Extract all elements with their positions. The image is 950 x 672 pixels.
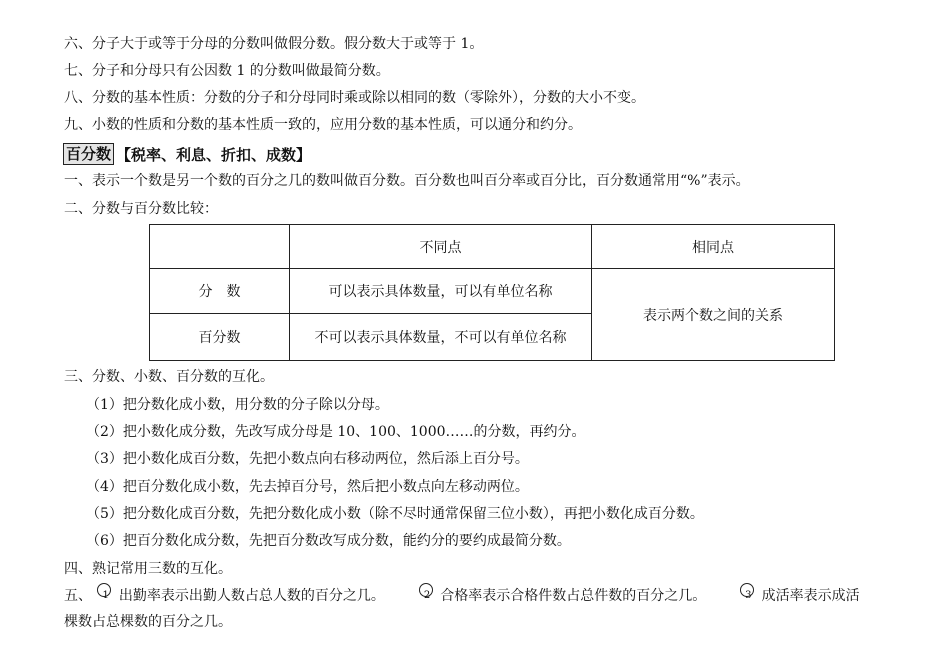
fraction-difference-cell: 可以表示具体数量，可以有单位名称 (290, 269, 592, 314)
conversion-title-line: 三、分数、小数、百分数的互化。 (64, 369, 274, 385)
conversion-item-6: （6）把百分数化成分数，先把百分数改写成分数，能约分的要约成最简分数。 (86, 533, 571, 549)
text-line-five-continuation: 棵数占总棵数的百分之几。 (64, 614, 232, 630)
conversion-item-1: （1）把分数化成小数，用分数的分子除以分母。 (86, 397, 389, 413)
table-header-differences: 不同点 (290, 225, 592, 269)
text-line-five (64, 586, 860, 606)
survival-rate-text: 成活率表示成活 (761, 588, 860, 604)
conversion-item-5: （5）把分数化成百分数，先把分数化成小数（除不尽时通常保留三位小数），再把小数化成百分数。 (86, 506, 704, 522)
row-label-percent: 百分数 (150, 314, 290, 361)
text-line-8: 八、分数的基本性质：分数的分子和分母同时乘或除以相同的数（零除外），分数的大小不变。 (64, 90, 645, 106)
section-title: 【税率、利息、折扣、成数】 (116, 145, 312, 164)
circled-number-marker: 1 (97, 588, 113, 604)
attendance-rate-text: 出勤率表示出勤人数占总人数的百分之几。 (118, 588, 385, 604)
circled-number-marker: 2 (419, 588, 435, 604)
conversion-item-4: （4）把百分数化成小数，先去掉百分号，然后把小数点向左移动两位。 (86, 479, 529, 495)
table-header-row (150, 225, 835, 269)
table-row (150, 269, 835, 314)
pass-rate-text: 合格率表示合格件数占总件数的百分之几。 (440, 588, 707, 604)
text-line-four: 四、熟记常用三数的互化。 (64, 561, 232, 577)
text-line-7: 七、分子和分母只有公因数 1 的分数叫做最简分数。 (64, 63, 390, 79)
definition-line: 一、表示一个数是另一个数的百分之几的数叫做百分数。百分数也叫百分率或百分比，百分数通常用“%”表示。 (64, 173, 750, 189)
comparison-table (149, 224, 835, 361)
row-label-fraction: 分 数 (150, 269, 290, 314)
section-heading (63, 142, 311, 166)
text-line-6: 六、分子大于或等于分母的分数叫做假分数。假分数大于或等于 1。 (64, 36, 484, 52)
circled-number-marker: 3 (740, 588, 756, 604)
common-point-cell: 表示两个数之间的关系 (592, 269, 835, 361)
conversion-item-2: （2）把小数化成分数，先改写成分母是 10、100、1000……的分数，再约分。 (86, 424, 586, 440)
table-header-empty (150, 225, 290, 269)
text-line-9: 九、小数的性质和分数的基本性质一致的，应用分数的基本性质，可以通分和约分。 (64, 117, 582, 133)
conversion-item-3: （3）把小数化成百分数，先把小数点向右移动两位，然后添上百分号。 (86, 451, 529, 467)
section-label-box: 百分数 (63, 143, 114, 165)
line-five-prefix: 五、 (64, 588, 92, 604)
percent-difference-cell: 不可以表示具体数量，不可以有单位名称 (290, 314, 592, 361)
table-header-similarities: 相同点 (592, 225, 835, 269)
comparison-intro-line: 二、分数与百分数比较： (64, 201, 218, 217)
